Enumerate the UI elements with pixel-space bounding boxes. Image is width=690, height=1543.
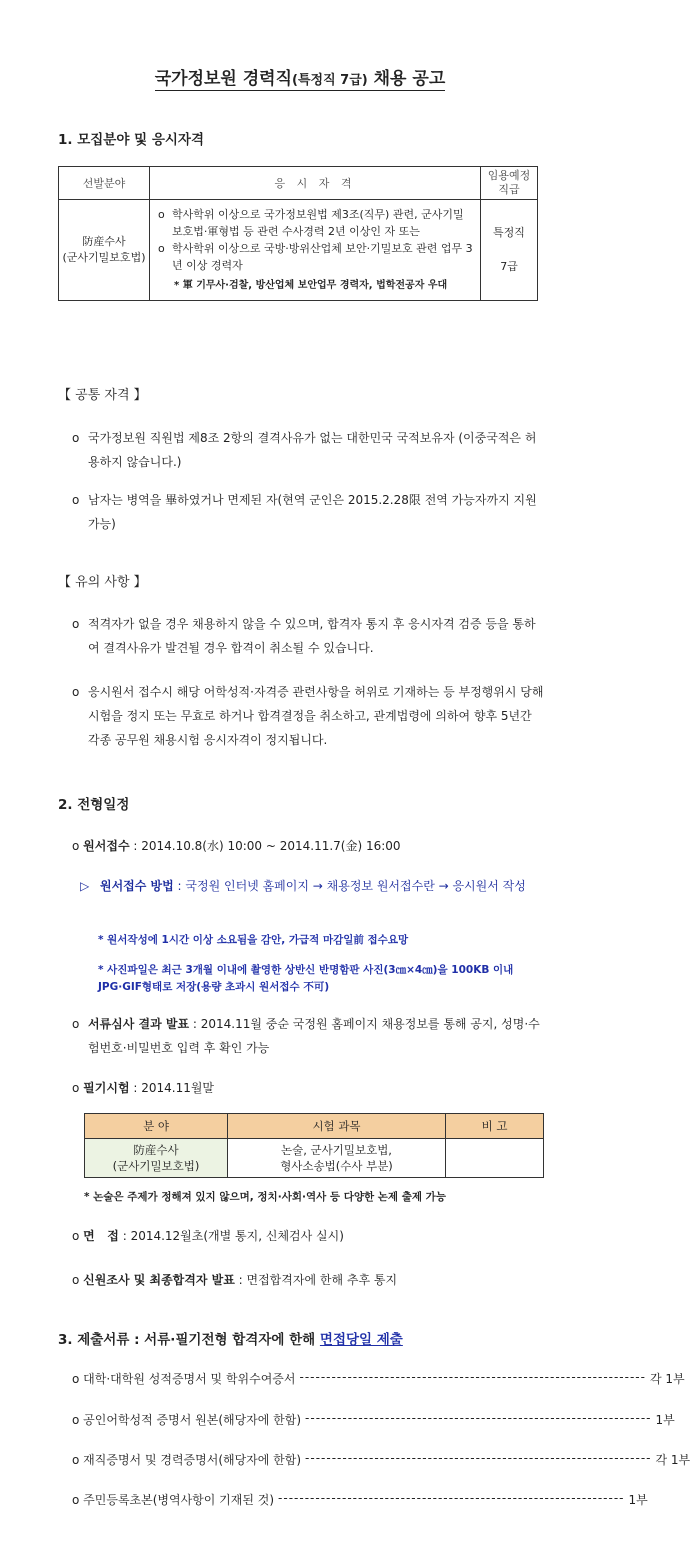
apply-tip-2: * 사진파일은 최근 3개월 이내에 촬영한 상반신 반명함판 사진(3㎝×4㎝)을 100KB 이내 JPG·GIF형태로 저장(용량 초과시 원서접수 不可) — [98, 964, 514, 993]
apply-tip-1: * 원서작성에 1시간 이상 소요됨을 감안, 가급적 마감일前 접수요망 — [98, 934, 409, 946]
exam-subjects: 논술, 군사기밀보호법, 형사소송법(수사 부분) — [228, 1139, 446, 1178]
common-qualification-title: 【 공통 자격 】 — [58, 388, 147, 403]
apply-period: o 원서접수 : 2014.10.8(水) 10:00 ~ 2014.11.7(金) 16:00 — [72, 839, 401, 853]
doc-item-4: o 주민등록초본(병역사항이 기재된 것) ----------------------------------------------------------------- 1부 — [72, 1491, 648, 1507]
section-1-heading: 1. 모집분야 및 응시자격 — [58, 132, 204, 148]
qualification-1: 학사학위 이상으로 국가정보원법 제3조(직무) 관련, 군사기밀보호법·軍형법 등 관련 수사경력 2년 이상인 자 또는 — [172, 208, 464, 238]
qualification-2: 학사학위 이상으로 국방·방위산업체 보안·기밀보호 관련 업무 3년 이상 경력자 — [172, 242, 473, 272]
page-title: 국가정보원 경력직(특정직 7급) 채용 공고 — [154, 69, 446, 89]
grade-cell: 특정직 7급 — [481, 200, 538, 301]
notice-title: 【 유의 사항 】 — [58, 575, 147, 590]
exam-field: 防産수사 (군사기밀보호법) — [85, 1139, 228, 1178]
interview-day-submit: 면접당일 제출 — [319, 1332, 403, 1348]
section-2-heading: 2. 전형일정 — [58, 797, 130, 813]
qualification-cell: o 학사학위 이상으로 국가정보원법 제3조(직무) 관련, 군사기밀보호법·軍형법 등 관련 수사경력 2년 이상인 자 또는 o 학사학위 이상으로 국방·방위산업체 보안·기밀보호 관련 업무 3년 이상 경력자 * 軍 기무사·검찰, 방산업체 보안업무 경력자, 법학전공자 우대 — [150, 200, 481, 301]
header-grade: 임용예정 직급 — [481, 167, 538, 200]
notice-item-2: o 응시원서 접수시 해당 어학성적·자격증 관련사항을 허위로 기재하는 등 부정행위시 당해 시험을 정지 또는 무효로 하거나 합격결정을 취소하고, 관계법령에 의하여 향후 5년간 각종 공무원 채용시험 응시자격이 정지됩니다. — [72, 685, 544, 747]
preference-note: * 軍 기무사·검찰, 방산업체 보안업무 경력자, 법학전공자 우대 — [174, 280, 448, 291]
exam-header-field: 분 야 — [85, 1114, 228, 1139]
header-qualification: 응 시 자 격 — [150, 167, 481, 200]
exam-remark — [446, 1139, 544, 1178]
doc-item-1: o 대학·대학원 성적증명서 및 학위수여증서 ----------------------------------------------------------------- 각 1부 — [72, 1370, 685, 1386]
field-cell: 防産수사 (군사기밀보호법) — [59, 200, 150, 301]
common-item-1: o 국가정보원 직원법 제8조 2항의 결격사유가 없는 대한민국 국적보유자 (이중국적은 허용하지 않습니다.) — [72, 431, 537, 469]
doc-item-2: o 공인어학성적 증명서 원본(해당자에 한함) ----------------------------------------------------------------- 1부 — [72, 1411, 675, 1427]
doc-item-3: o 재직증명서 및 경력증명서(해당자에 한함) ----------------------------------------------------------------- 각 1부 — [72, 1451, 690, 1467]
exam-table — [84, 1113, 544, 1178]
written-exam: o 필기시험 : 2014.11월말 — [72, 1081, 215, 1095]
exam-header-subject: 시험 과목 — [228, 1114, 446, 1139]
qualification-table — [58, 166, 538, 301]
document-review: o 서류심사 결과 발표 : 2014.11월 중순 국정원 홈페이지 채용정보를 통해 공지, 성명·수험번호·비밀번호 입력 후 확인 가능 — [72, 1017, 540, 1055]
essay-note: * 논술은 주제가 정해져 있지 않으며, 정치·사회·역사 등 다양한 논제 출제 가능 — [84, 1191, 446, 1203]
final-announcement: o 신원조사 및 최종합격자 발표 : 면접합격자에 한해 추후 통지 — [72, 1273, 398, 1287]
header-field: 선발분야 — [59, 167, 150, 200]
notice-item-1: o 적격자가 없을 경우 채용하지 않을 수 있으며, 합격자 통지 후 응시자격 검증 등을 통하여 결격사유가 발견될 경우 합격이 취소될 수 있습니다. — [72, 617, 536, 655]
interview: o 면 접 : 2014.12월초(개별 통지, 신체검사 실시) — [72, 1229, 344, 1243]
common-item-2: o 남자는 병역을 畢하였거나 면제된 자(현역 군인은 2015.2.28限 전역 가능자까지 지원 가능) — [72, 493, 537, 531]
exam-header-remark: 비 고 — [446, 1114, 544, 1139]
apply-method: ▷ 원서접수 방법 : 국정원 인터넷 홈페이지 → 채용정보 원서접수란 → 응시원서 작성 — [80, 879, 526, 893]
section-3-heading: 3. 제출서류 : 서류·필기전형 합격자에 한해 면접당일 제출 — [58, 1332, 403, 1348]
